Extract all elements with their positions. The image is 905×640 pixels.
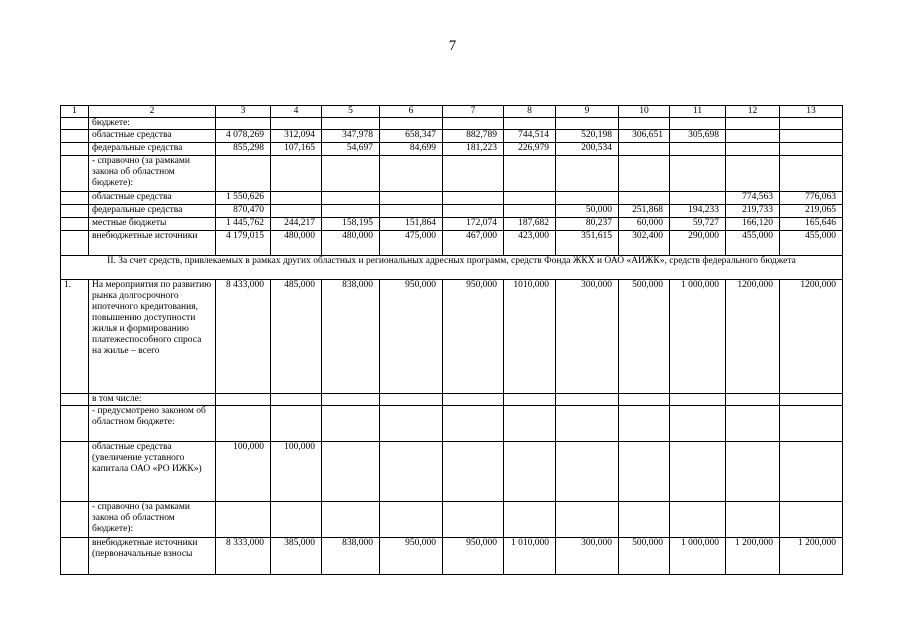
value-cell: 347,978 (322, 130, 380, 143)
column-header: 3 (216, 106, 271, 118)
value-cell (271, 406, 322, 442)
value-cell: 244,217 (271, 218, 322, 231)
value-cell (380, 394, 443, 406)
row-index (61, 394, 89, 406)
value-cell: 1 010,000 (504, 538, 556, 575)
value-cell (726, 156, 780, 192)
value-cell (443, 205, 504, 218)
value-cell: 312,094 (271, 130, 322, 143)
column-header: 12 (726, 106, 780, 118)
table-body (61, 106, 843, 575)
column-header: 13 (780, 106, 843, 118)
value-cell: 100,000 (216, 442, 271, 502)
value-cell (504, 156, 556, 192)
value-cell: 950,000 (443, 280, 504, 394)
value-cell (443, 192, 504, 205)
value-cell: 172,074 (443, 218, 504, 231)
value-cell (271, 192, 322, 205)
value-cell: 200,534 (556, 143, 619, 156)
value-cell (380, 442, 443, 502)
row-description: областные средства (89, 192, 216, 205)
value-cell: 60,000 (619, 218, 670, 231)
value-cell: 300,000 (556, 280, 619, 394)
value-cell: 870,470 (216, 205, 271, 218)
value-cell: 658,347 (380, 130, 443, 143)
value-cell (780, 130, 843, 143)
value-cell: 520,198 (556, 130, 619, 143)
section-row (61, 256, 843, 280)
value-cell: 8 433,000 (216, 280, 271, 394)
value-cell (556, 394, 619, 406)
row-index (61, 118, 89, 130)
row-description: - справочно (за рамками закона об областном бюджете): (89, 156, 216, 192)
value-cell (380, 192, 443, 205)
column-header: 9 (556, 106, 619, 118)
row-description: бюджете: (89, 118, 216, 130)
column-header: 2 (89, 106, 216, 118)
value-cell: 54,697 (322, 143, 380, 156)
table-row (61, 442, 843, 502)
value-cell: 251,868 (619, 205, 670, 218)
row-index (61, 218, 89, 231)
value-cell: 475,000 (380, 231, 443, 256)
value-cell (443, 442, 504, 502)
value-cell (619, 406, 670, 442)
value-cell: 219,733 (726, 205, 780, 218)
header-row (61, 106, 843, 118)
budget-table (60, 105, 843, 575)
value-cell (504, 192, 556, 205)
row-description: - справочно (за рамками закона об областном бюджете): (89, 502, 216, 538)
value-cell (780, 502, 843, 538)
value-cell (726, 118, 780, 130)
value-cell: 1200,000 (726, 280, 780, 394)
row-index (61, 231, 89, 256)
value-cell: 151,864 (380, 218, 443, 231)
value-cell: 165,646 (780, 218, 843, 231)
row-description: в том числе: (89, 394, 216, 406)
table-row (61, 118, 843, 130)
value-cell: 950,000 (380, 538, 443, 575)
table-row (61, 156, 843, 192)
table-row (61, 502, 843, 538)
value-cell: 300,000 (556, 538, 619, 575)
value-cell: 158,195 (322, 218, 380, 231)
value-cell: 302,400 (619, 231, 670, 256)
value-cell: 950,000 (380, 280, 443, 394)
value-cell: 1 200,000 (780, 538, 843, 575)
value-cell (670, 406, 726, 442)
value-cell (780, 156, 843, 192)
value-cell: 107,165 (271, 143, 322, 156)
row-index (61, 538, 89, 575)
value-cell (780, 394, 843, 406)
column-header: 7 (443, 106, 504, 118)
value-cell (726, 406, 780, 442)
value-cell: 455,000 (726, 231, 780, 256)
value-cell (504, 502, 556, 538)
value-cell (380, 205, 443, 218)
value-cell (322, 156, 380, 192)
value-cell (619, 156, 670, 192)
value-cell: 290,000 (670, 231, 726, 256)
column-header: 5 (322, 106, 380, 118)
value-cell: 838,000 (322, 280, 380, 394)
row-description: областные средства (увеличение уставного капитала ОАО «РО ИЖК») (89, 442, 216, 502)
value-cell: 1 550,626 (216, 192, 271, 205)
row-index (61, 143, 89, 156)
table-row (61, 205, 843, 218)
value-cell (556, 118, 619, 130)
page-number: 7 (448, 38, 457, 54)
value-cell (504, 394, 556, 406)
value-cell (670, 118, 726, 130)
value-cell: 774,563 (726, 192, 780, 205)
value-cell: 219,065 (780, 205, 843, 218)
row-index (61, 192, 89, 205)
value-cell: 8 333,000 (216, 538, 271, 575)
value-cell: 1200,000 (780, 280, 843, 394)
value-cell: 4 078,269 (216, 130, 271, 143)
row-index (61, 205, 89, 218)
value-cell (216, 156, 271, 192)
value-cell (216, 406, 271, 442)
value-cell: 4 179,015 (216, 231, 271, 256)
value-cell (443, 156, 504, 192)
value-cell (780, 143, 843, 156)
value-cell: 226,979 (504, 143, 556, 156)
value-cell (322, 502, 380, 538)
value-cell: 59,727 (670, 218, 726, 231)
value-cell (726, 442, 780, 502)
value-cell: 855,298 (216, 143, 271, 156)
value-cell: 480,000 (271, 231, 322, 256)
column-header: 10 (619, 106, 670, 118)
value-cell: 385,000 (271, 538, 322, 575)
value-cell (726, 130, 780, 143)
value-cell: 181,223 (443, 143, 504, 156)
value-cell: 306,651 (619, 130, 670, 143)
column-header: 1 (61, 106, 89, 118)
value-cell (271, 394, 322, 406)
value-cell (322, 394, 380, 406)
value-cell: 480,000 (322, 231, 380, 256)
value-cell (443, 502, 504, 538)
column-header: 4 (271, 106, 322, 118)
value-cell (271, 205, 322, 218)
value-cell (556, 192, 619, 205)
value-cell (670, 394, 726, 406)
row-description: федеральные средства (89, 143, 216, 156)
value-cell (216, 118, 271, 130)
row-index (61, 130, 89, 143)
value-cell (556, 502, 619, 538)
table-row (61, 143, 843, 156)
table-row (61, 192, 843, 205)
value-cell: 100,000 (271, 442, 322, 502)
value-cell (504, 205, 556, 218)
value-cell (322, 442, 380, 502)
value-cell (670, 143, 726, 156)
value-cell (504, 406, 556, 442)
row-index (61, 156, 89, 192)
value-cell: 950,000 (443, 538, 504, 575)
row-description: местные бюджеты (89, 218, 216, 231)
value-cell (670, 156, 726, 192)
column-header: 8 (504, 106, 556, 118)
row-description: внебюджетные источники (первоначальные взносы (89, 538, 216, 575)
value-cell (726, 394, 780, 406)
value-cell (556, 442, 619, 502)
row-description: федеральные средства (89, 205, 216, 218)
table-row (61, 394, 843, 406)
value-cell: 194,233 (670, 205, 726, 218)
value-cell (556, 406, 619, 442)
row-description: На мероприятия по развитию рынка долгосрочного ипотечного кредитования, повышению доступности жилья и формированию платежеспособного спроса на жилье – всего (89, 280, 216, 394)
value-cell (726, 143, 780, 156)
row-description: внебюджетные источники (89, 231, 216, 256)
value-cell: 467,000 (443, 231, 504, 256)
value-cell (443, 118, 504, 130)
value-cell (380, 156, 443, 192)
value-cell (619, 192, 670, 205)
value-cell (271, 502, 322, 538)
value-cell: 485,000 (271, 280, 322, 394)
value-cell (504, 442, 556, 502)
value-cell (271, 156, 322, 192)
value-cell (443, 394, 504, 406)
value-cell: 166,120 (726, 218, 780, 231)
value-cell (619, 394, 670, 406)
value-cell: 744,514 (504, 130, 556, 143)
value-cell (216, 394, 271, 406)
value-cell: 776,063 (780, 192, 843, 205)
value-cell (271, 118, 322, 130)
value-cell: 84,699 (380, 143, 443, 156)
value-cell (322, 205, 380, 218)
value-cell (556, 156, 619, 192)
value-cell: 423,000 (504, 231, 556, 256)
row-index (61, 442, 89, 502)
value-cell (380, 118, 443, 130)
value-cell (322, 118, 380, 130)
row-index (61, 406, 89, 442)
value-cell (443, 406, 504, 442)
table-row (61, 218, 843, 231)
value-cell (216, 502, 271, 538)
row-description: - предусмотрено законом об областном бюджете: (89, 406, 216, 442)
value-cell: 1 445,762 (216, 218, 271, 231)
value-cell (780, 118, 843, 130)
value-cell: 1 200,000 (726, 538, 780, 575)
value-cell: 1010,000 (504, 280, 556, 394)
value-cell (670, 192, 726, 205)
value-cell: 500,000 (619, 538, 670, 575)
value-cell (380, 502, 443, 538)
value-cell (380, 406, 443, 442)
table-row (61, 280, 843, 394)
section-title: II. За счет средств, привлекаемых в рамках других областных и региональных адресных программ, средств Фонда ЖКХ и ОАО «АИЖК», средств федерального бюджета (61, 256, 843, 280)
value-cell: 305,698 (670, 130, 726, 143)
table-row (61, 538, 843, 575)
value-cell: 50,000 (556, 205, 619, 218)
value-cell (322, 192, 380, 205)
value-cell (619, 502, 670, 538)
row-index (61, 502, 89, 538)
value-cell: 80,237 (556, 218, 619, 231)
value-cell (504, 118, 556, 130)
value-cell: 1 000,000 (670, 538, 726, 575)
value-cell: 838,000 (322, 538, 380, 575)
value-cell (726, 502, 780, 538)
value-cell (619, 118, 670, 130)
value-cell (670, 442, 726, 502)
value-cell: 500,000 (619, 280, 670, 394)
table-row (61, 130, 843, 143)
table-row (61, 231, 843, 256)
value-cell (780, 442, 843, 502)
value-cell (780, 406, 843, 442)
column-header: 11 (670, 106, 726, 118)
table-row (61, 406, 843, 442)
value-cell: 882,789 (443, 130, 504, 143)
column-header: 6 (380, 106, 443, 118)
value-cell: 351,615 (556, 231, 619, 256)
value-cell (619, 442, 670, 502)
value-cell (670, 502, 726, 538)
value-cell: 187,682 (504, 218, 556, 231)
row-description: областные средства (89, 130, 216, 143)
value-cell: 1 000,000 (670, 280, 726, 394)
value-cell (322, 406, 380, 442)
row-index: 1. (61, 280, 89, 394)
value-cell: 455,000 (780, 231, 843, 256)
value-cell (619, 143, 670, 156)
